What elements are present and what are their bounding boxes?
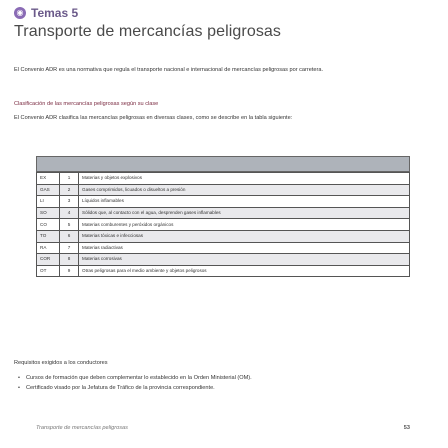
page-footer: [36, 425, 410, 431]
row-number: 1: [60, 173, 79, 185]
section-paragraph: El Convenio ADR clasifica las mercancías peligrosas en diversas clases, como se describe en la tabla siguiente:: [14, 115, 293, 121]
row-code: EX: [37, 173, 60, 185]
list-item: [18, 374, 348, 382]
table-row: [37, 196, 410, 208]
row-code: COR: [37, 254, 60, 266]
row-description: Sólidos que, al contacto con el agua, desprenden gases inflamables: [79, 207, 410, 219]
row-description: Materias y objetos explosivos: [79, 173, 410, 185]
row-description: Materias comburentes y peróxidos orgánicos: [79, 219, 410, 231]
row-code: SO: [37, 207, 60, 219]
row-code: RA: [37, 242, 60, 254]
table-row: [37, 219, 410, 231]
classes-table: [36, 156, 410, 277]
page-header: [14, 6, 434, 41]
row-description: Otras peligrosas para el medio ambiente y objetos peligrosos: [79, 265, 410, 277]
bullet-icon: •: [18, 385, 20, 391]
page-number: 53: [403, 425, 410, 431]
table-row: [37, 265, 410, 277]
requirement-text: Certificado visado por la Jefatura de Tráfico de la provincia correspondiente.: [26, 385, 215, 391]
row-description: Líquidos inflamables: [79, 196, 410, 208]
page-title: Transporte de mercancías peligrosas: [14, 23, 282, 40]
row-number: 2: [60, 184, 79, 196]
table-header: [36, 156, 410, 172]
row-number: 6: [60, 230, 79, 242]
row-code: OT: [37, 265, 60, 277]
section-heading: Clasificación de las mercancías peligrosas según su clase: [14, 101, 159, 107]
row-number: 8: [60, 254, 79, 266]
row-code: CO: [37, 219, 60, 231]
row-number: 4: [60, 207, 79, 219]
topic-row: [14, 6, 434, 20]
classes-table-body: [36, 172, 410, 277]
table-row: [37, 207, 410, 219]
row-description: Materias corrosivas: [79, 254, 410, 266]
table-row: [37, 254, 410, 266]
list-item: [18, 384, 348, 392]
row-description: Materias tóxicas e infecciosas: [79, 230, 410, 242]
requirement-text: Cursos de formación que deben complementar lo establecido en la Orden Ministerial (OM).: [26, 375, 252, 381]
row-code: TO: [37, 230, 60, 242]
requirements-list: [18, 374, 348, 394]
requirements-heading: Requisitos exigidos a los conductores: [14, 360, 108, 366]
row-code: GAS: [37, 184, 60, 196]
table-row: [37, 230, 410, 242]
row-code: LI: [37, 196, 60, 208]
row-number: 9: [60, 265, 79, 277]
bullet-icon: •: [18, 375, 20, 381]
row-number: 3: [60, 196, 79, 208]
table-row: [37, 242, 410, 254]
topic-badge-icon: ◉: [14, 7, 26, 19]
footer-title: Transporte de mercancías peligrosas: [36, 425, 128, 431]
table-row: [37, 173, 410, 185]
row-number: 7: [60, 242, 79, 254]
row-description: Gases comprimidos, licuados o disueltos a presión: [79, 184, 410, 196]
row-number: 5: [60, 219, 79, 231]
topic-label: Temas 5: [31, 6, 79, 20]
table-row: [37, 184, 410, 196]
row-description: Materias radiactivas: [79, 242, 410, 254]
intro-paragraph: El Convenio ADR es una normativa que regula el transporte nacional e internacional de mercancías peligrosas por carretera.: [14, 67, 324, 73]
